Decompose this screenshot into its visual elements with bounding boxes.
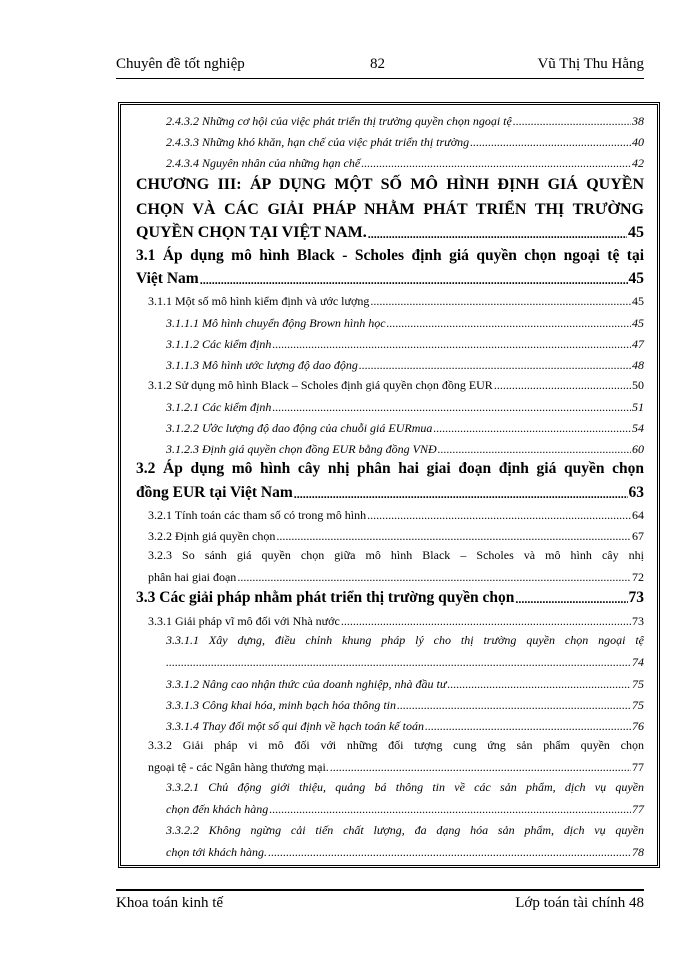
toc-entry-3-3-2-line-2: ngoại tệ - các Ngân hàng thương mại. ..... 77 <box>148 760 644 775</box>
section-3-1-line-1: 3.1 Áp dụng mô hình Black - Scholes định giá quyền chọn ngoại tệ tại <box>136 247 644 264</box>
toc-entry: 3.3.1.2 Nâng cao nhận thức của doanh nghiệp, nhà đầu tư ..... 75 <box>166 677 644 692</box>
toc-entry: 3.1.2.1 Các kiểm định ..... 51 <box>166 400 644 415</box>
header-rule <box>116 78 644 79</box>
page-footer <box>116 895 644 917</box>
toc-entry-3-3-1-1-line-2: ..... 74 <box>166 655 644 670</box>
toc-entry: 3.1.2.2 Ước lượng độ dao động của chuỗi giá EURmua ..... 54 <box>166 421 644 436</box>
toc-entry-3-3-1-1-line-1: 3.3.1.1 Xây dựng, điều chỉnh khung pháp lý cho thị trường quyền chọn ngoại tệ <box>166 633 644 647</box>
header-right: Vũ Thị Thu Hằng <box>537 56 644 72</box>
section-3-2-line-1: 3.2 Áp dụng mô hình cây nhị phân hai giai đoạn định giá quyền chọn <box>136 460 644 477</box>
toc-entry: 2.4.3.4 Nguyên nhân của những hạn chế ..... 42 <box>166 156 644 171</box>
toc-entry: 3.1.1.1 Mô hình chuyển động Brown hình học ..... 45 <box>166 316 644 331</box>
toc-entry: 3.1.1.3 Mô hình ước lượng độ dao động ..... 48 <box>166 358 644 373</box>
toc-entry-3-2-3-line-1: 3.2.3 So sánh giá quyền chọn giữa mô hình Black – Scholes và mô hình cây nhị <box>148 548 644 562</box>
footer-left: Khoa toán kinh tế <box>116 895 224 911</box>
chapter-title-line-3: QUYỀN CHỌN TẠI VIỆT NAM. ..... 45 <box>136 224 644 242</box>
section-3-1-line-2: Việt Nam ..... 45 <box>136 270 644 288</box>
toc-entry: 3.3.1 Giải pháp vĩ mô đối với Nhà nước ..... 73 <box>148 614 644 629</box>
toc-entry: 2.4.3.3 Những khó khăn, hạn chế của việc phát triển thị trường ..... 40 <box>166 135 644 150</box>
section-3-2-line-2: đồng EUR tại Việt Nam ..... 63 <box>136 484 644 502</box>
toc-entry: 3.2.2 Định giá quyền chọn ..... 67 <box>148 529 644 544</box>
toc-entry: 3.3.1.3 Công khai hóa, minh bạch hóa thông tin ..... 75 <box>166 698 644 713</box>
page-header <box>116 54 644 76</box>
header-page-number: 82 <box>370 56 385 72</box>
toc-entry: 3.1.2.3 Định giá quyền chọn đồng EUR bằng đồng VNĐ ..... 60 <box>166 442 644 457</box>
toc-entry: 3.1.1 Một số mô hình kiểm định và ước lượng ..... 45 <box>148 294 644 309</box>
header-left: Chuyên đề tốt nghiệp <box>116 56 245 72</box>
toc-entry: 2.4.3.2 Những cơ hội của việc phát triển thị trường quyền chọn ngoại tệ ..... 38 <box>166 114 644 129</box>
toc-entry-3-3-2-line-1: 3.3.2 Giải pháp vi mô đối với những đối tượng cung ứng sản phẩm quyền chọn <box>148 738 644 752</box>
toc-entry-3-3-2-2-line-1: 3.3.2.2 Không ngừng cải tiến chất lượng, đa dạng hóa sản phẩm, dịch vụ quyền <box>166 823 644 837</box>
toc-entry-3-2-3-line-2: phân hai giai đoạn ..... 72 <box>148 570 644 585</box>
toc-entry-3-3-2-2-line-2: chọn tới khách hàng. ..... 78 <box>166 845 644 860</box>
toc-entry: 3.1.1.2 Các kiểm định ..... 47 <box>166 337 644 352</box>
toc-entry-3-3-2-1-line-1: 3.3.2.1 Chủ động giới thiệu, quảng bá thông tin về các sản phẩm, dịch vụ quyền <box>166 780 644 794</box>
toc-entry: 3.2.1 Tính toán các tham số có trong mô hình ..... 64 <box>148 508 644 523</box>
toc-entry-3-3-2-1-line-2: chọn đến khách hàng ..... 77 <box>166 802 644 817</box>
section-3-3: 3.3 Các giải pháp nhằm phát triển thị trường quyền chọn ..... 73 <box>136 589 644 607</box>
toc-entry: 3.1.2 Sử dụng mô hình Black – Scholes định giá quyền chọn đồng EUR ..... 50 <box>148 378 644 393</box>
toc-entry: 3.3.1.4 Thay đổi một số qui định về hạch toán kế toán ..... 76 <box>166 719 644 734</box>
chapter-title-line-2: CHỌN VÀ CÁC GIẢI PHÁP NHẰM PHÁT TRIỂN THỊ TRƯỜNG <box>136 201 644 218</box>
chapter-title-line-1: CHƯƠNG III: ÁP DỤNG MỘT SỐ MÔ HÌNH ĐỊNH GIÁ QUYỀN <box>136 176 644 193</box>
footer-right: Lớp toán tài chính 48 <box>515 895 644 911</box>
footer-rule <box>116 889 644 891</box>
